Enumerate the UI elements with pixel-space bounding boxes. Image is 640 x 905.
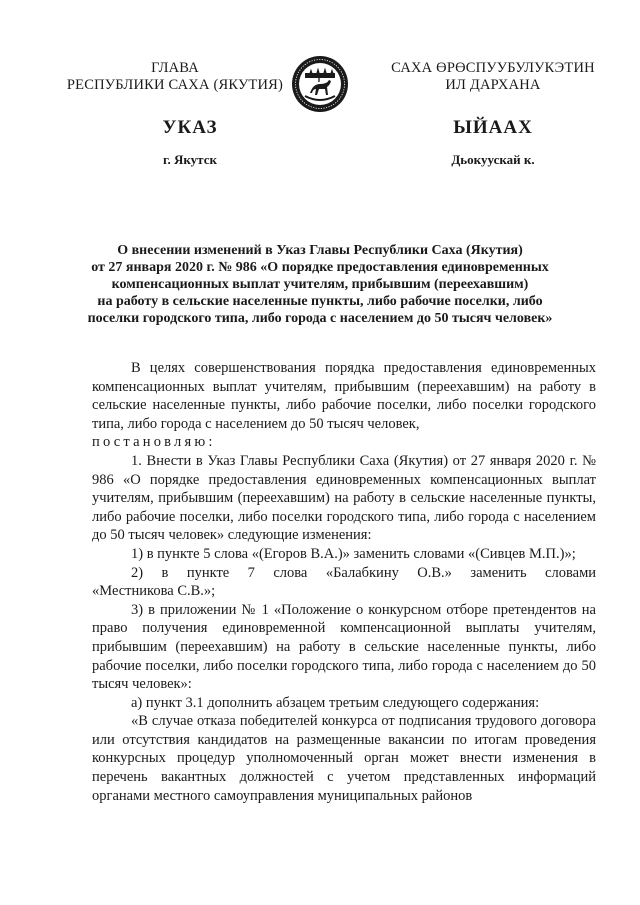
- header-right-line1: САХА ӨРӨСПУУБУЛУКЭТИН: [391, 60, 595, 76]
- coat-of-arms-emblem: [291, 55, 349, 113]
- item-1-3-paragraph: 3) в приложении № 1 «Положение о конкурсном отборе претендентов на право получения единовременной компенсационной выплаты учителям, прибывшим (переехавшим) на работу в сельские населенные пункты, либо рабочие поселки, либо поселки городского типа, либо города с населением до 50 тысяч человек»:: [92, 601, 596, 693]
- header-right: [378, 60, 608, 94]
- title-line: компенсационных выплат учителям, прибывшим (переехавшим): [111, 277, 529, 292]
- item-1-2-continuation: «Местникова С.В.»;: [92, 583, 216, 600]
- header-left-line1: ГЛАВА: [151, 60, 199, 76]
- city-dyokuuskai: Дьокуускай к.: [451, 152, 535, 167]
- title-line: на работу в сельские населенные пункты, либо рабочие поселки, либо: [97, 294, 543, 309]
- city-yakutsk: г. Якутск: [163, 152, 217, 167]
- quote-paragraph: «В случае отказа победителей конкурса от подписания трудового договора или отсутствия кандидатов на размещенные вакансии по итогам проведения конкурсных процедур уполномоченный орган может внести изменения в перечень вакантных должностей с учетом представленных информаций органами местного самоуправления муниципальных районов: [92, 713, 596, 804]
- title-line: поселки городского типа, либо города с населением до 50 тысяч человек»: [87, 311, 553, 326]
- item-1-3-a-paragraph: а) пункт 3.1 дополнить абзацем третьим следующего содержания:: [131, 694, 540, 711]
- decree-body: [92, 359, 596, 805]
- item-1-1-paragraph: 1) в пункте 5 слова «(Егоров В.А.)» заменить словами «(Сивцев М.П.)»;: [131, 545, 576, 562]
- header-left-line2: РЕСПУБЛИКИ САХА (ЯКУТИЯ): [66, 77, 284, 93]
- header-right-line2: ИЛ ДАРХАНА: [445, 77, 541, 93]
- item-1-paragraph: 1. Внести в Указ Главы Республики Саха (Якутия) от 27 января 2020 г. № 986 «О порядке предоставления единовременных компенсационных выплат учителям, прибывшим (переехавшим) на работу в сельские населенные пункты, либо рабочие поселки, либо поселки городского типа, либо города с населением до 50 тысяч человек» следующие изменения:: [92, 452, 596, 544]
- doc-type-yiaakh: ЫЙААХ: [453, 117, 533, 138]
- title-line: от 27 января 2020 г. № 986 «О порядке предоставления единовременных: [91, 260, 549, 275]
- header-left: [60, 60, 290, 94]
- title-line: О внесении изменений в Указ Главы Республики Саха (Якутия): [117, 243, 523, 258]
- item-1-2-paragraph: 2) в пункте 7 слова «Балабкину О.В.» заменить словами: [131, 564, 596, 581]
- decree-title: [80, 242, 560, 327]
- postanovlyayu-word: постановляю:: [92, 434, 216, 451]
- doc-type-ukaz: УКАЗ: [162, 117, 218, 138]
- intro-paragraph: В целях совершенствования порядка предоставления единовременных компенсационных выплат учителям, прибывшим (переехавшим) на работу в сельские населенные пункты, либо рабочие поселки, либо поселки городского типа, либо города с населением до 50 тысяч человек,: [92, 360, 596, 432]
